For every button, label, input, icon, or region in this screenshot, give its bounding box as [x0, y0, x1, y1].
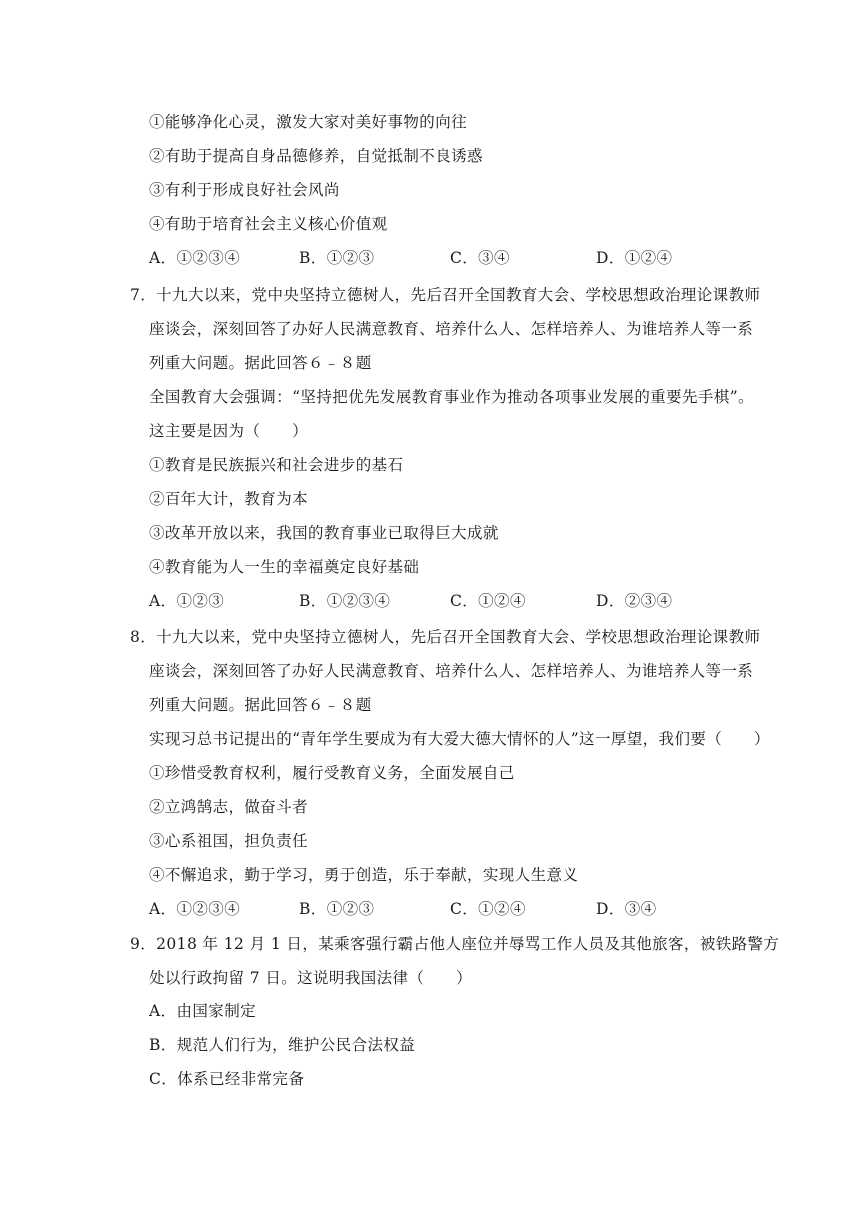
q7-stem-line-5: 这主要是因为（ ） — [149, 422, 309, 440]
q7-stem-line-3: 列重大问题。据此回答６﹣８题 — [149, 354, 372, 372]
q8-stem-line-4: 实现习总书记提出的“青年学生要成为有大爱大德大情怀的人”这一厚望，我们要（ ） — [149, 730, 770, 748]
q6-item-3: ③有利于形成良好社会风尚 — [149, 181, 340, 199]
q7-item-1: ①教育是民族振兴和社会进步的基石 — [149, 456, 404, 474]
q6-options — [149, 248, 829, 268]
q8-item-3: ③心系祖国，担负责任 — [149, 832, 309, 850]
q8-stem-line-1: 8．十九大以来，党中央坚持立德树人，先后召开全国教育大会、学校思想政治理论课教师 — [130, 628, 761, 646]
q8-item-4: ④不懈追求，勤于学习，勇于创造，乐于奉献，实现人生意义 — [149, 866, 579, 884]
q6-option-c[interactable]: C．③④ — [450, 249, 510, 267]
q6-option-d[interactable]: D．①②④ — [596, 249, 673, 267]
q6-option-a[interactable]: A．①②③④ — [149, 249, 241, 267]
q8-option-d[interactable]: D．③④ — [596, 900, 657, 918]
q7-item-2: ②百年大计，教育为本 — [149, 490, 309, 508]
q7-item-4: ④教育能为人一生的幸福奠定良好基础 — [149, 558, 420, 576]
q7-option-a[interactable]: A．①②③ — [149, 592, 225, 610]
q8-option-b[interactable]: B．①②③ — [299, 900, 375, 918]
q9-stem-line-1: 9．2018 年 12 月 1 日，某乘客强行霸占他人座位并辱骂工作人员及其他旅客，被铁路警方 — [130, 935, 780, 953]
q9-option-c[interactable]: C．体系已经非常完备 — [149, 1070, 305, 1088]
q8-options — [149, 899, 829, 919]
q6-item-2: ②有助于提高自身品德修养，自觉抵制不良诱惑 — [149, 147, 483, 165]
q9-option-a[interactable]: A．由国家制定 — [149, 1002, 256, 1020]
q8-stem-line-3: 列重大问题。据此回答６﹣８题 — [149, 696, 372, 714]
q8-item-2: ②立鸿鹄志，做奋斗者 — [149, 798, 309, 816]
q8-item-1: ①珍惜受教育权利，履行受教育义务，全面发展自己 — [149, 764, 515, 782]
q7-option-d[interactable]: D．②③④ — [596, 592, 673, 610]
q7-option-b[interactable]: B．①②③④ — [299, 592, 391, 610]
q7-stem-line-2: 座谈会，深刻回答了办好人民满意教育、培养什么人、怎样培养人、为谁培养人等一系 — [149, 320, 754, 338]
q7-stem-line-1: 7．十九大以来，党中央坚持立德树人，先后召开全国教育大会、学校思想政治理论课教师 — [130, 286, 761, 304]
q7-options — [149, 591, 829, 611]
q6-item-1: ①能够净化心灵，激发大家对美好事物的向往 — [149, 113, 468, 131]
q8-stem-line-2: 座谈会，深刻回答了办好人民满意教育、培养什么人、怎样培养人、为谁培养人等一系 — [149, 662, 754, 680]
q6-option-b[interactable]: B．①②③ — [299, 249, 375, 267]
q7-item-3: ③改革开放以来，我国的教育事业已取得巨大成就 — [149, 524, 499, 542]
q9-option-b[interactable]: B．规范人们行为，维护公民合法权益 — [149, 1036, 416, 1054]
q7-stem-line-4: 全国教育大会强调：“坚持把优先发展教育事业作为推动各项事业发展的重要先手棋”。 — [149, 388, 754, 406]
q8-option-a[interactable]: A．①②③④ — [149, 900, 241, 918]
q8-option-c[interactable]: C．①②④ — [450, 900, 526, 918]
q6-item-4: ④有助于培育社会主义核心价值观 — [149, 215, 388, 233]
q9-stem-line-2: 处以行政拘留 7 日。这说明我国法律（ ） — [149, 969, 473, 987]
q7-option-c[interactable]: C．①②④ — [450, 592, 526, 610]
